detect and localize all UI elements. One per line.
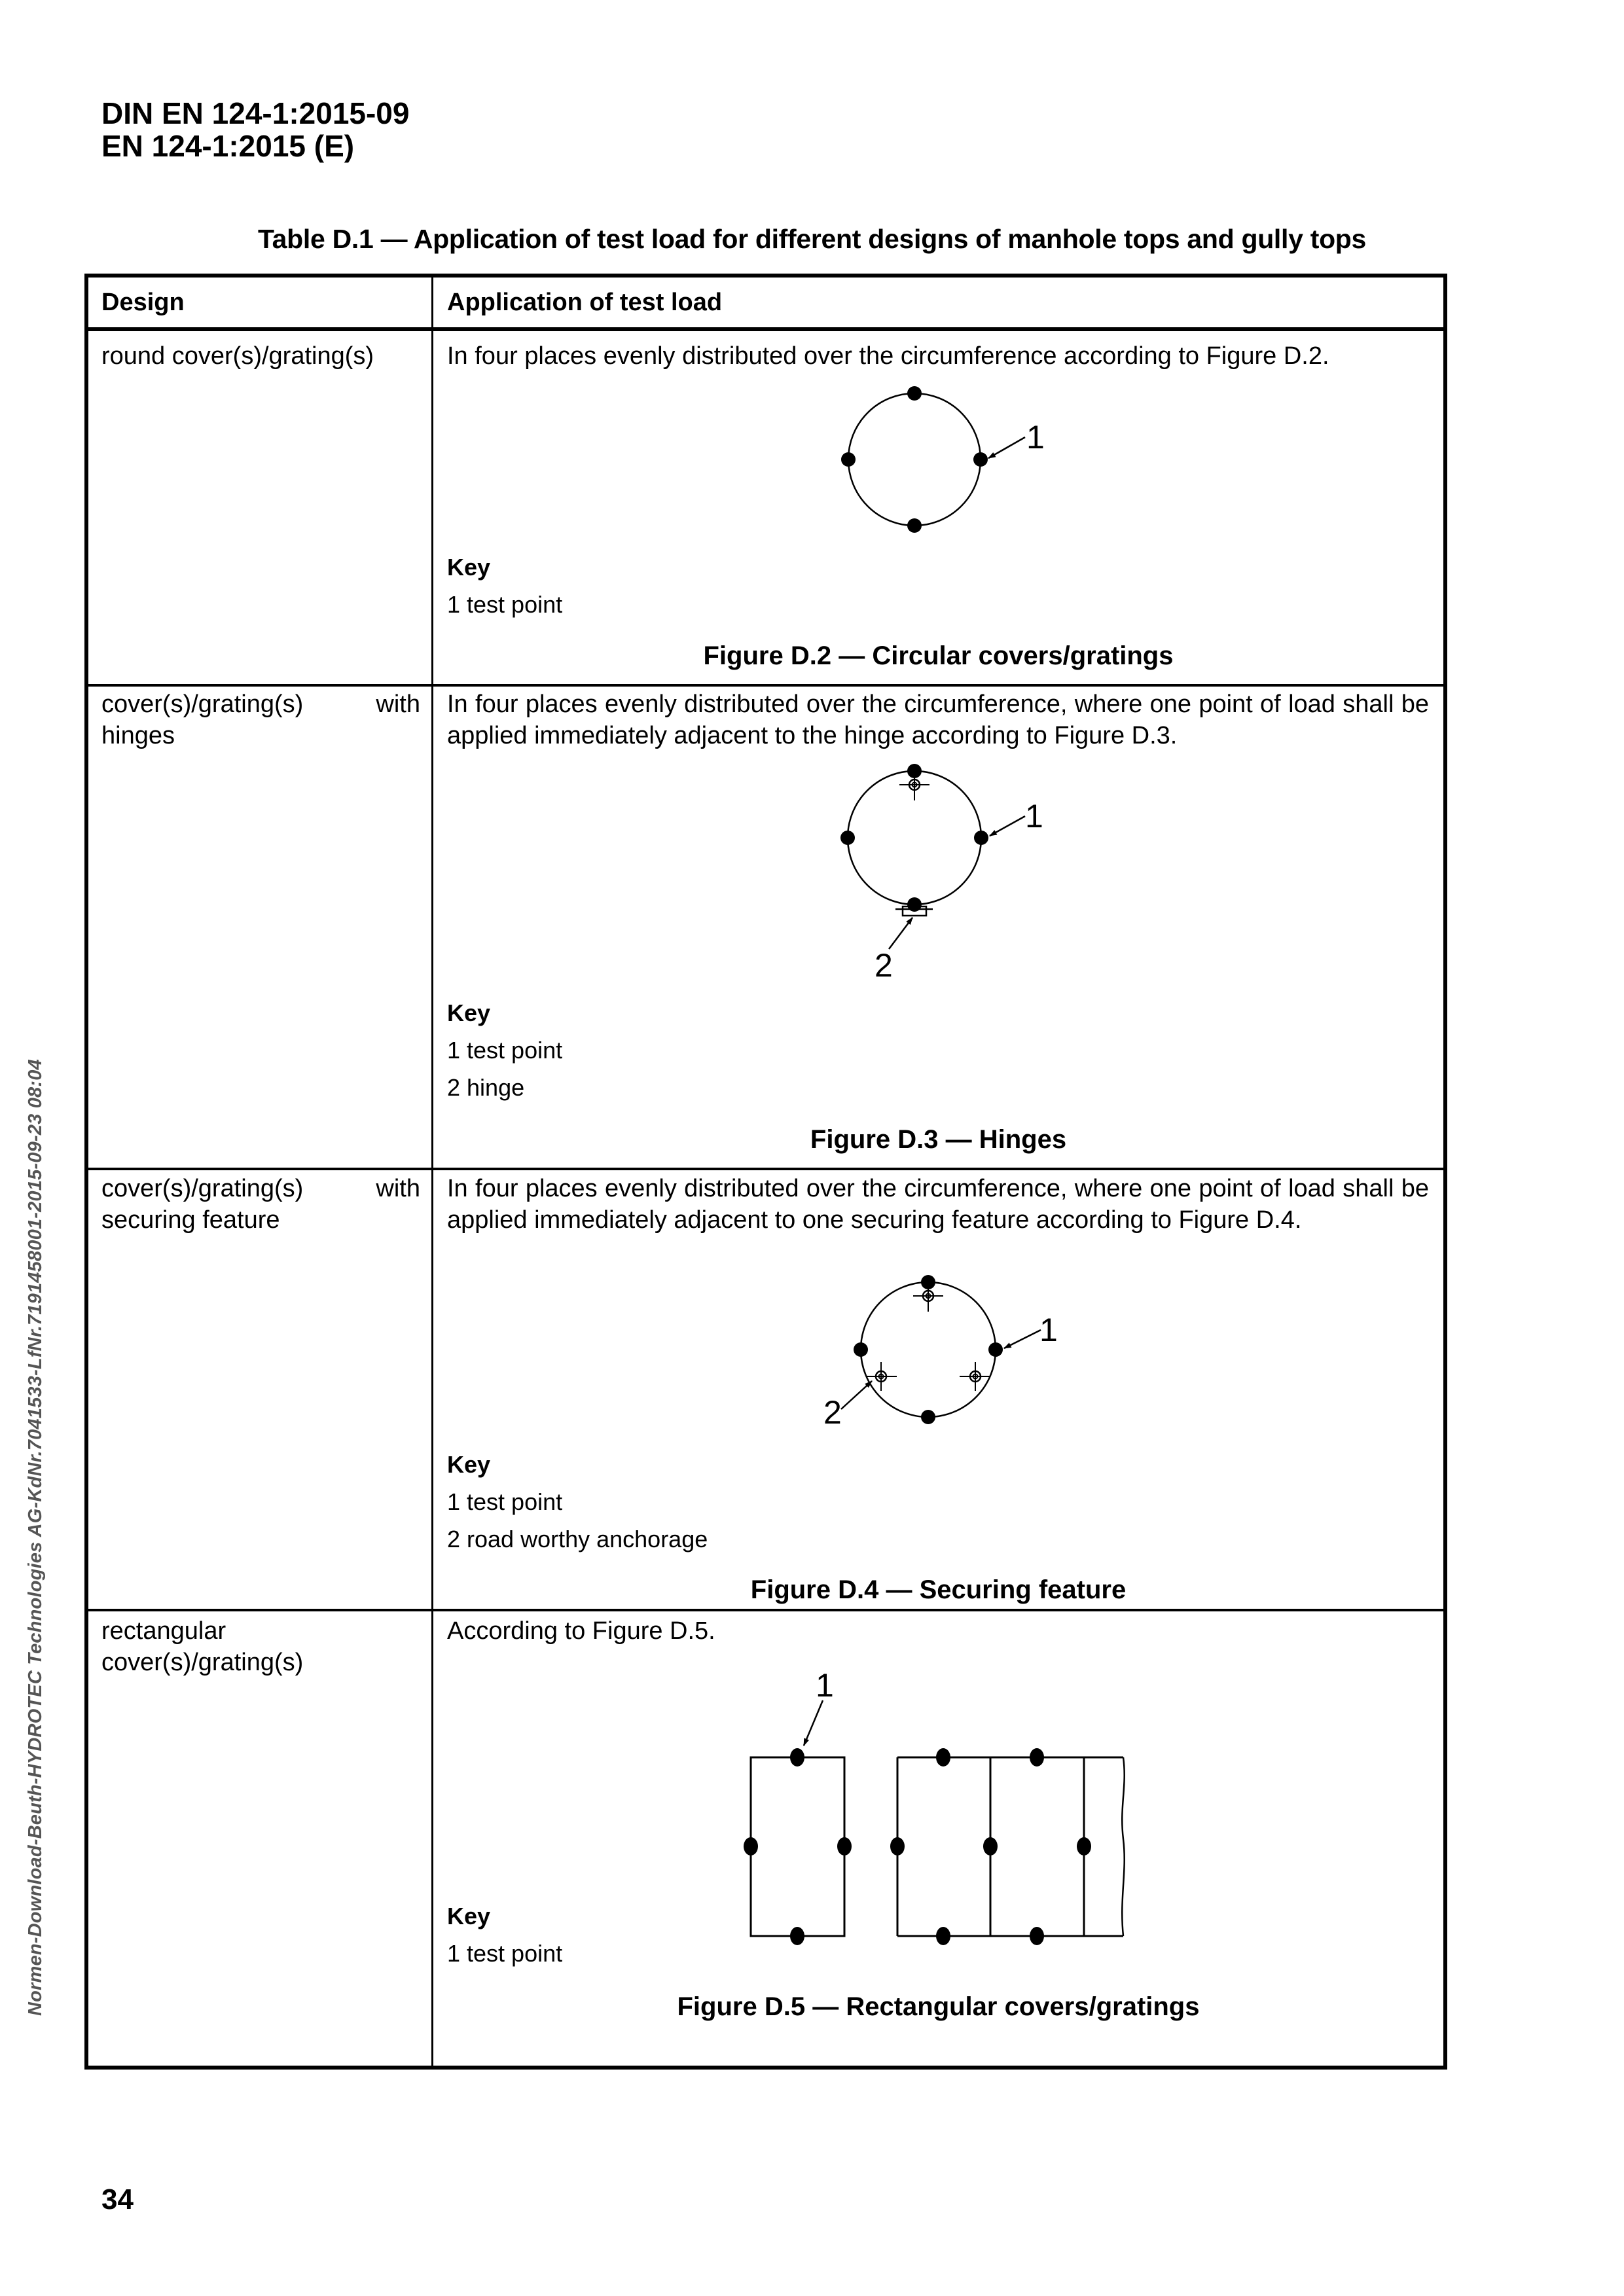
figure-d2-circular-diagram	[841, 386, 1045, 533]
anchorage-icon	[899, 777, 929, 800]
key-item: 1 test point	[447, 1488, 563, 1515]
test-point-icon	[1077, 1837, 1091, 1856]
test-point-icon	[790, 1748, 804, 1767]
figure-d3-hinges-diagram	[840, 764, 1043, 984]
test-point-icon	[1030, 1748, 1044, 1767]
callout-1: 1	[816, 1667, 834, 1704]
design-text: hinges	[101, 722, 175, 749]
design-text: with	[376, 691, 420, 718]
test-point-icon	[744, 1837, 758, 1856]
callout-2: 2	[823, 1394, 842, 1431]
key-item: 2 road worthy anchorage	[447, 1526, 708, 1552]
test-point-icon	[837, 1837, 852, 1856]
design-text: rectangular	[101, 1617, 226, 1645]
key-label: Key	[447, 1451, 491, 1478]
test-point-icon	[1030, 1927, 1044, 1945]
page-number: 34	[101, 2183, 134, 2215]
column-header-design: Design	[101, 289, 185, 316]
figure-caption: Figure D.4 — Securing feature	[750, 1575, 1127, 1604]
key-label: Key	[447, 1903, 491, 1929]
row-design-round: round cover(s)/grating(s)	[101, 342, 374, 370]
design-text: cover(s)/grating(s)	[101, 691, 304, 718]
figure-caption: Figure D.2 — Circular covers/gratings	[703, 641, 1174, 670]
download-watermark: Normen-Download-Beuth-HYDROTEC Technologies AG-KdNr.7041533-LfNr.7191458001-2015-09-23 08:04	[25, 1059, 46, 2016]
key-item: 1 test point	[447, 1037, 563, 1064]
test-point-icon	[988, 1342, 1003, 1357]
callout-2: 2	[875, 947, 893, 984]
table-title: Table D.1 — Application of test load for different designs of manhole tops and gully tops	[257, 224, 1367, 254]
figure-caption: Figure D.5 — Rectangular covers/gratings	[677, 1992, 1200, 2021]
key-label: Key	[447, 999, 491, 1026]
row-application-round: In four places evenly distributed over the circumference according to Figure D.2.	[447, 342, 1329, 370]
en-standard-id: EN 124-1:2015 (E)	[101, 129, 355, 163]
row-application-securing: In four places evenly distributed over the circumference, where one point of load shall be applied immediately adjacent to one securing feature according to Figure D.4.	[447, 1175, 1429, 1234]
test-point-icon	[936, 1748, 950, 1767]
test-point-icon	[973, 452, 988, 467]
key-label: Key	[447, 554, 491, 581]
callout-1: 1	[1026, 419, 1045, 456]
design-text: cover(s)/grating(s)	[101, 1175, 304, 1202]
column-header-application: Application of test load	[447, 289, 723, 316]
figure-d4-securing-diagram	[823, 1275, 1058, 1431]
test-point-icon	[890, 1837, 905, 1856]
test-point-icon	[974, 831, 988, 845]
test-point-icon	[854, 1342, 868, 1357]
test-point-icon	[840, 831, 855, 845]
key-item: 1 test point	[447, 1940, 563, 1967]
test-point-icon	[907, 518, 922, 533]
test-point-icon	[841, 452, 856, 467]
test-point-icon	[907, 386, 922, 401]
callout-1: 1	[1039, 1312, 1058, 1348]
test-point-icon	[790, 1927, 804, 1945]
test-point-icon	[907, 764, 922, 778]
row-application-rectangular: According to Figure D.5.	[447, 1617, 715, 1645]
test-point-icon	[936, 1927, 950, 1945]
figure-d5-rectangular-diagram	[744, 1667, 1125, 1945]
test-point-icon	[921, 1275, 935, 1289]
anchorage-icon	[913, 1288, 943, 1312]
design-text: cover(s)/grating(s)	[101, 1649, 304, 1676]
key-item: 2 hinge	[447, 1074, 525, 1101]
design-text: with	[376, 1175, 420, 1202]
din-standard-id: DIN EN 124-1:2015-09	[101, 96, 410, 130]
row-application-hinges: In four places evenly distributed over the circumference, where one point of load shall be applied immediately adjacent to the hinge according to Figure D.3.	[447, 691, 1429, 749]
design-text: securing feature	[101, 1206, 280, 1234]
callout-1: 1	[1025, 798, 1043, 834]
test-point-icon	[921, 1410, 935, 1424]
key-item: 1 test point	[447, 591, 563, 618]
figure-caption: Figure D.3 — Hinges	[810, 1125, 1067, 1154]
test-point-icon	[983, 1837, 998, 1856]
